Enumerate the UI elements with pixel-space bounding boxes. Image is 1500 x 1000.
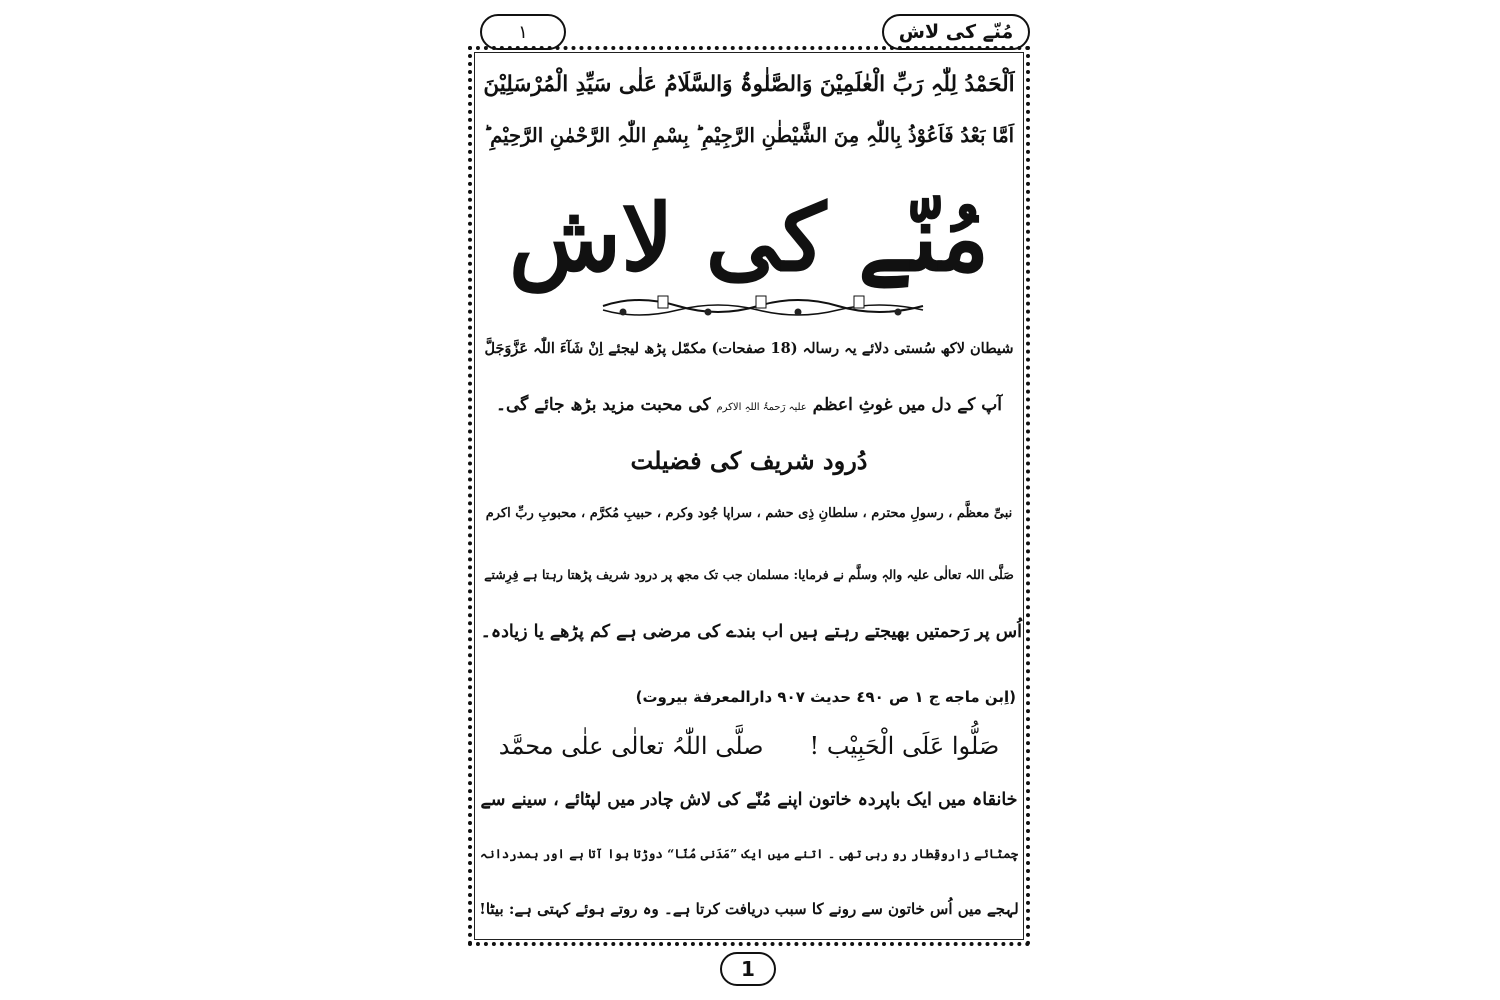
intro-line-2-end: کی محبت مزید بڑھ جائے گی۔ [496, 395, 711, 415]
section-heading: دُرود شریف کی فضیلت [630, 446, 868, 475]
salutation-call: صَلُّوا عَلَی الْحَبِیْب ! [809, 732, 1000, 760]
body-line-2: صَلَّی اللہ تعالٰی علیہ والہٖ وسلَّم نے فرمایا: مسلمان جب تک مجھ پر درود شریف پڑھتا رہتا ہے فِرِشتے [484, 567, 1014, 582]
body-line-3: اُس پر رَحمتیں بھیجتے رہتے ہیں اب بندے کی مرضی ہے کم پڑھے یا زیادہ۔ [480, 622, 1022, 642]
intro-line-2-start: آپ کے دل میں غوثِ اعظم [812, 395, 1002, 415]
story-line-1: خانقاہ میں ایک باپردہ خاتون اپنے مُنّے کی لاش چادر میں لپٹائے ، سینے سے [480, 790, 1018, 810]
page-number-badge-top [480, 14, 566, 50]
running-title-badge [882, 14, 1030, 50]
salutation-response: صلَّی اللّٰہُ تعالٰی علٰی محمَّد [498, 732, 764, 760]
intro-line-1: شیطان لاکھ سُستی دلائے یہ رسالہ (18 صفحات) مکمّل پڑھ لیجئے اِنْ شَآءَ اللّٰہ عَزَّوَجَلَّ [484, 340, 1014, 357]
floral-ornament-icon [598, 292, 928, 318]
page-number-urdu: ١ [518, 21, 528, 43]
salutation-line [478, 732, 1020, 760]
body-line-1: نبیِّ معظَّم ، رسولِ محترم ، سلطانِ ذِی حشم ، سراپا جُود وکرم ، حبیبِ مُکرَّم ، محبوبِ ربِّ اکرم [485, 506, 1013, 521]
page-number-badge-bottom [720, 952, 776, 986]
intro-line-2 [478, 394, 1020, 415]
story-line-3: لہجے میں اُس خاتون سے رونے کا سبب دریافت کرتا ہے۔ وہ روتے ہوئے کہتی ہے: بیٹا! [479, 900, 1019, 918]
hamd-line: اَلْحَمْدُ لِلّٰہِ رَبِّ الْعٰلَمِیْنَ وَالصَّلٰوۃُ وَالسَّلَامُ عَلٰی سَیِّدِ الْمُرْسَلِیْنَ [483, 72, 1015, 97]
dotted-page-border [468, 46, 1030, 946]
story-line-2: چمٹائے زاروقِطار رو رہی تھی ۔ اتنے میں ایک ”مَدَنی مُنّا“ دوڑتا ہوا آتا ہے اور ہمدردانہ [479, 846, 1019, 861]
honorific: علیہ رَحمۃُ اللہِ الاکرم [716, 402, 807, 413]
amma-baad-line: اَمَّا بَعْدُ فَاَعُوْذُ بِاللّٰہِ مِنَ الشَّیْطٰنِ الرَّجِیْمِ ؕ بِسْمِ اللّٰہِ الرَّحْمٰنِ الرَّحِیْمِ ؕ [483, 124, 1015, 147]
running-title: مُنّے کی لاش [898, 21, 1014, 43]
book-title: مُنّے کی لاش [508, 184, 990, 292]
page-number: 1 [741, 957, 755, 981]
hadith-reference: (اِبن ماجه ج ١ ص ٤٩٠ حديث ٩٠٧ دارالمعرفة بيروت) [635, 688, 1016, 706]
